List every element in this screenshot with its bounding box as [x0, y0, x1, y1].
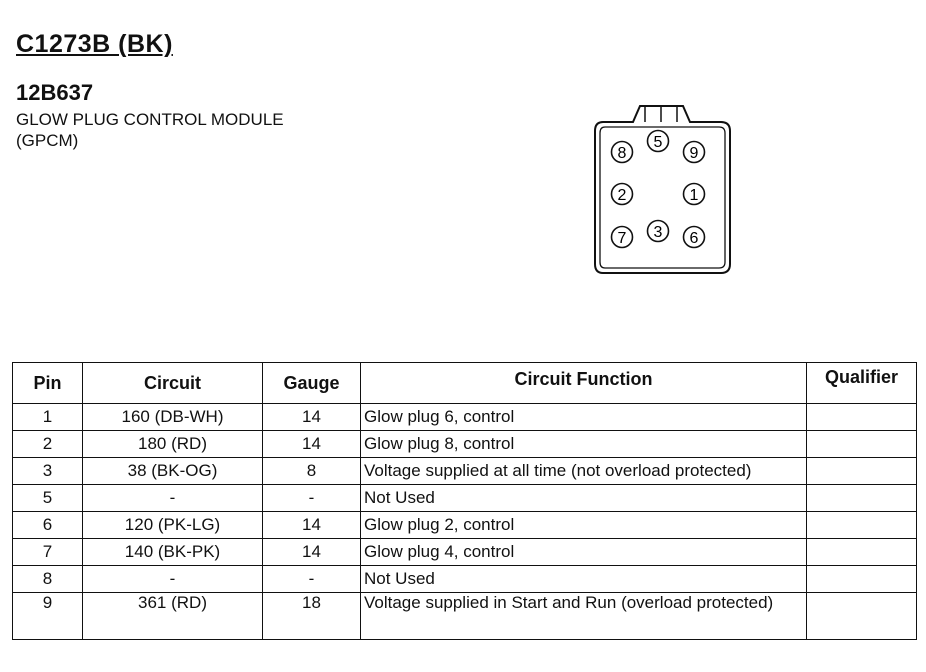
cell-function: Glow plug 6, control [361, 404, 807, 431]
table-row [13, 566, 917, 593]
pin-2-terminal [612, 184, 633, 205]
table-row [13, 458, 917, 485]
header-pin: Pin [13, 363, 83, 404]
cell-qualifier [807, 431, 917, 458]
cell-gauge: 8 [263, 458, 361, 485]
pin-1-label: 1 [689, 187, 699, 204]
cell-function: Not Used [361, 485, 807, 512]
cell-circuit: - [83, 485, 263, 512]
cell-gauge: - [263, 485, 361, 512]
cell-gauge: 14 [263, 512, 361, 539]
pin-3-terminal [648, 221, 669, 242]
cell-function: Glow plug 2, control [361, 512, 807, 539]
cell-gauge: 18 [263, 593, 361, 640]
header-gauge: Gauge [263, 363, 361, 404]
cell-function: Glow plug 4, control [361, 539, 807, 566]
cell-gauge: - [263, 566, 361, 593]
header-circuit-function: Circuit Function [361, 363, 807, 404]
cell-qualifier [807, 485, 917, 512]
pin-9-terminal [684, 142, 705, 163]
cell-qualifier [807, 458, 917, 485]
cell-qualifier [807, 566, 917, 593]
cell-circuit: 120 (PK-LG) [83, 512, 263, 539]
header-qualifier: Qualifier [807, 363, 917, 404]
pin-6-label: 6 [689, 230, 699, 247]
connector-id-title: C1273B (BK) [16, 30, 173, 58]
cell-pin: 2 [13, 431, 83, 458]
cell-circuit: 361 (RD) [83, 593, 263, 640]
cell-circuit: 160 (DB-WH) [83, 404, 263, 431]
header-circuit: Circuit [83, 363, 263, 404]
cell-circuit: - [83, 566, 263, 593]
cell-function: Voltage supplied in Start and Run (overload protected) [361, 593, 807, 640]
cell-pin: 6 [13, 512, 83, 539]
table-header-row [13, 363, 917, 404]
pin-6-terminal [684, 227, 705, 248]
cell-circuit: 140 (BK-PK) [83, 539, 263, 566]
pin-9-label: 9 [689, 145, 699, 162]
cell-pin: 7 [13, 539, 83, 566]
pin-7-label: 7 [617, 230, 627, 247]
cell-gauge: 14 [263, 539, 361, 566]
pin-7-terminal [612, 227, 633, 248]
pin-3-label: 3 [653, 224, 663, 241]
pin-5-terminal [648, 131, 669, 152]
cell-pin: 5 [13, 485, 83, 512]
pin-5-label: 5 [653, 134, 663, 151]
cell-function: Voltage supplied at all time (not overload protected) [361, 458, 807, 485]
cell-pin: 3 [13, 458, 83, 485]
table-row [13, 593, 917, 640]
cell-function: Glow plug 8, control [361, 431, 807, 458]
table-row [13, 431, 917, 458]
table-row [13, 404, 917, 431]
connector-face-diagram [593, 102, 733, 277]
pin-1-terminal [684, 184, 705, 205]
cell-pin: 1 [13, 404, 83, 431]
table-row [13, 485, 917, 512]
cell-qualifier [807, 539, 917, 566]
cell-circuit: 180 (RD) [83, 431, 263, 458]
module-name-line2: (GPCM) [16, 131, 79, 150]
cell-pin: 8 [13, 566, 83, 593]
cell-pin: 9 [13, 593, 83, 640]
module-name [16, 109, 284, 151]
cell-gauge: 14 [263, 404, 361, 431]
pin-8-label: 8 [617, 145, 627, 162]
cell-qualifier [807, 404, 917, 431]
cell-function: Not Used [361, 566, 807, 593]
table-row [13, 539, 917, 566]
cell-circuit: 38 (BK-OG) [83, 458, 263, 485]
part-number: 12B637 [16, 80, 94, 105]
pin-8-terminal [612, 142, 633, 163]
cell-qualifier [807, 593, 917, 640]
table-row [13, 512, 917, 539]
cell-qualifier [807, 512, 917, 539]
module-name-line1: GLOW PLUG CONTROL MODULE [16, 110, 284, 129]
cell-gauge: 14 [263, 431, 361, 458]
pin-2-label: 2 [617, 187, 627, 204]
pin-table [12, 362, 917, 640]
